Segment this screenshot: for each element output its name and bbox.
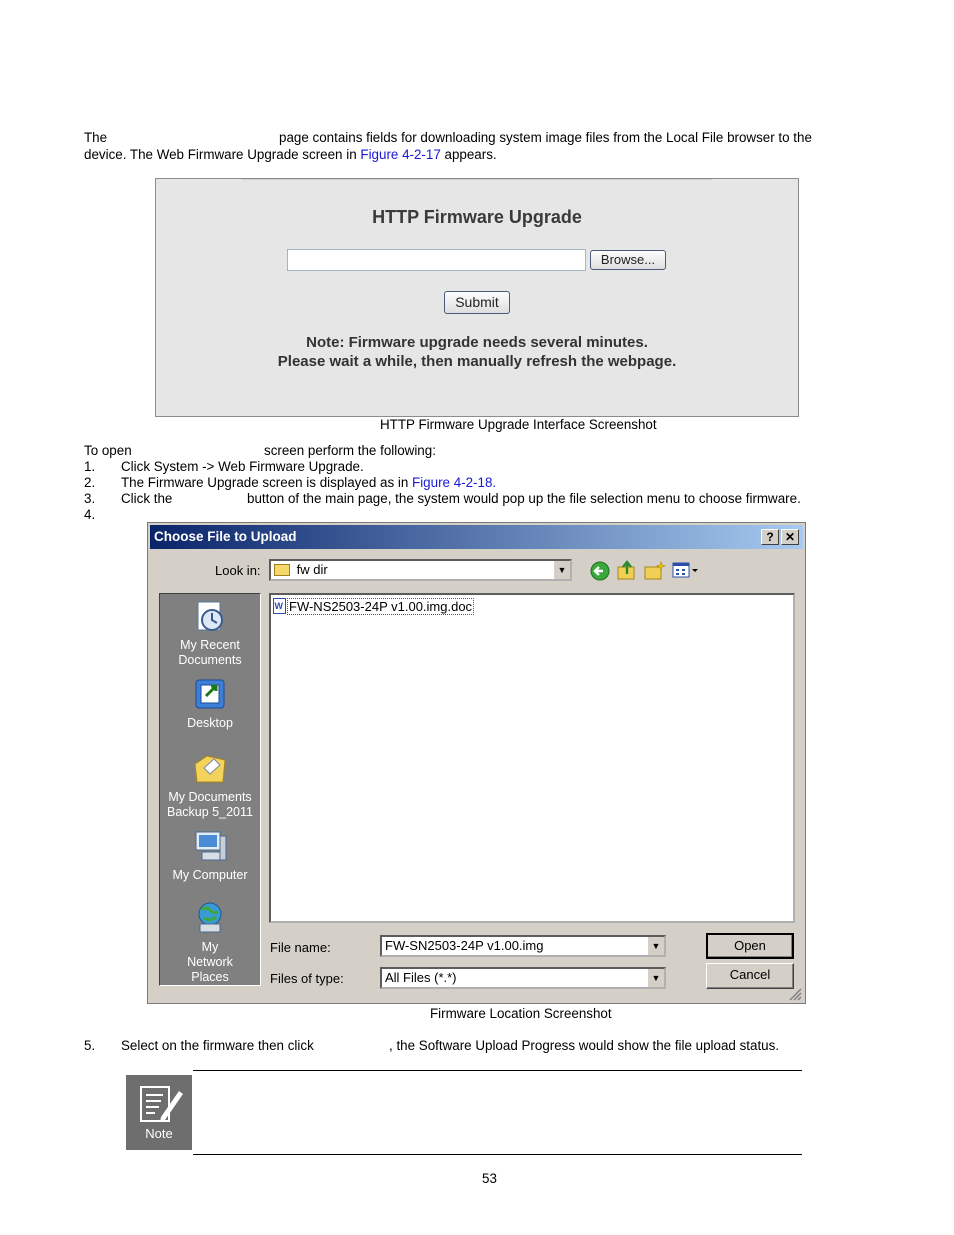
file-name-label: File name:: [270, 940, 331, 955]
place-recent-documents[interactable]: [160, 598, 260, 668]
intro-line-1-end: page contains fields for downloading system image files from the Local File browser to the: [279, 130, 812, 145]
recent-documents-icon: [192, 598, 228, 634]
choose-file-dialog: [147, 522, 806, 1004]
chevron-down-icon[interactable]: ▼: [647, 937, 664, 955]
chevron-down-icon[interactable]: ▼: [553, 561, 570, 579]
places-bar: [159, 593, 261, 986]
steps-intro-end: screen perform the following:: [264, 443, 436, 458]
step-4-num: 4.: [84, 507, 96, 522]
intro-line-2-end: appears.: [444, 147, 497, 162]
look-in-label: Look in:: [215, 563, 261, 578]
figure-link-4-2-18[interactable]: Figure 4-2-18.: [412, 475, 497, 490]
note-pencil-icon: [131, 1081, 187, 1127]
file-name-input[interactable]: [380, 935, 666, 957]
place-label: My Computer: [172, 868, 248, 882]
close-button[interactable]: ✕: [781, 529, 799, 545]
file-type-value: All Files (*.*): [385, 970, 457, 985]
step-3-start: Click the: [121, 491, 173, 506]
figure-link-4-2-17[interactable]: Figure 4-2-17: [360, 147, 441, 162]
place-label: My Documents Backup 5_2011: [167, 790, 253, 819]
note-top-rule: [193, 1070, 802, 1071]
place-network[interactable]: [160, 900, 260, 985]
file-item-name: FW-NS2503-24P v1.00.img.doc: [289, 599, 473, 614]
panel-title: HTTP Firmware Upgrade: [372, 207, 582, 227]
http-firmware-upgrade-panel: [155, 178, 799, 417]
place-desktop[interactable]: [160, 676, 260, 731]
look-in-value: fw dir: [296, 562, 328, 577]
new-folder-icon[interactable]: [644, 561, 666, 581]
step-5-num: 5.: [84, 1038, 96, 1053]
open-button[interactable]: Open: [706, 933, 794, 959]
word-document-icon: [273, 598, 287, 614]
browse-button[interactable]: Browse...: [590, 250, 666, 270]
note-box-icon: [126, 1075, 192, 1150]
dialog-title: Choose File to Upload: [150, 525, 803, 549]
page-number: 53: [482, 1171, 497, 1186]
svg-text:W: W: [274, 601, 283, 611]
step-2-num: 2.: [84, 475, 96, 490]
firmware-note-line-1: Note: Firmware upgrade needs several minutes.: [306, 334, 648, 351]
file-item[interactable]: [273, 598, 474, 614]
desktop-icon: [192, 676, 228, 712]
firmware-panel-caption: HTTP Firmware Upgrade Interface Screenshot: [380, 417, 657, 432]
step-5-start: Select on the firmware then click: [121, 1038, 314, 1053]
look-in-select[interactable]: [269, 559, 572, 581]
step-5-end: , the Software Upload Progress would show the file upload status.: [389, 1038, 780, 1053]
intro-line-2: [84, 146, 497, 163]
firmware-note-line-2: Please wait a while, then manually refresh the webpage.: [277, 353, 677, 370]
place-my-documents[interactable]: [160, 750, 260, 820]
cancel-button[interactable]: Cancel: [706, 963, 794, 989]
place-my-computer[interactable]: [160, 828, 260, 883]
firmware-file-input[interactable]: [287, 249, 586, 271]
file-type-select[interactable]: [380, 967, 666, 989]
dialog-caption: Firmware Location Screenshot: [430, 1006, 612, 1021]
intro-the: The: [84, 130, 108, 145]
place-label: My Recent Documents: [178, 638, 242, 667]
file-list[interactable]: [269, 593, 795, 923]
help-button[interactable]: ?: [761, 529, 779, 545]
step-1-text: Click System -> Web Firmware Upgrade.: [121, 459, 364, 474]
intro-line-2-text: device. The Web Firmware Upgrade screen in: [84, 147, 357, 162]
step-2-text-start: The Firmware Upgrade screen is displayed as in: [121, 475, 409, 490]
step-3-num: 3.: [84, 491, 96, 506]
step-1-num: 1.: [84, 459, 96, 474]
file-type-label: Files of type:: [270, 971, 344, 986]
steps-intro-start: To open: [84, 443, 132, 458]
back-icon[interactable]: [590, 561, 610, 581]
place-label: My Network Places: [187, 940, 233, 984]
step-2-text: [121, 474, 496, 491]
submit-button[interactable]: Submit: [444, 291, 510, 314]
resize-grip-icon[interactable]: [788, 987, 802, 1001]
steps-intro: [84, 442, 132, 459]
my-documents-icon: [192, 750, 228, 786]
view-menu-icon[interactable]: [672, 561, 700, 579]
intro-line-1: [84, 129, 107, 146]
chevron-down-icon[interactable]: ▼: [647, 969, 664, 987]
note-bottom-rule: [193, 1154, 802, 1155]
up-folder-icon[interactable]: [616, 559, 638, 581]
step-3-end: button of the main page, the system would pop up the file selection menu to choose firmware.: [247, 491, 801, 506]
file-name-value: FW-SN2503-24P v1.00.img: [385, 938, 544, 953]
my-computer-icon: [192, 828, 228, 864]
note-label: Note: [145, 1126, 173, 1141]
network-places-icon: [192, 900, 228, 936]
folder-icon: [274, 564, 290, 576]
place-label: Desktop: [187, 716, 233, 730]
